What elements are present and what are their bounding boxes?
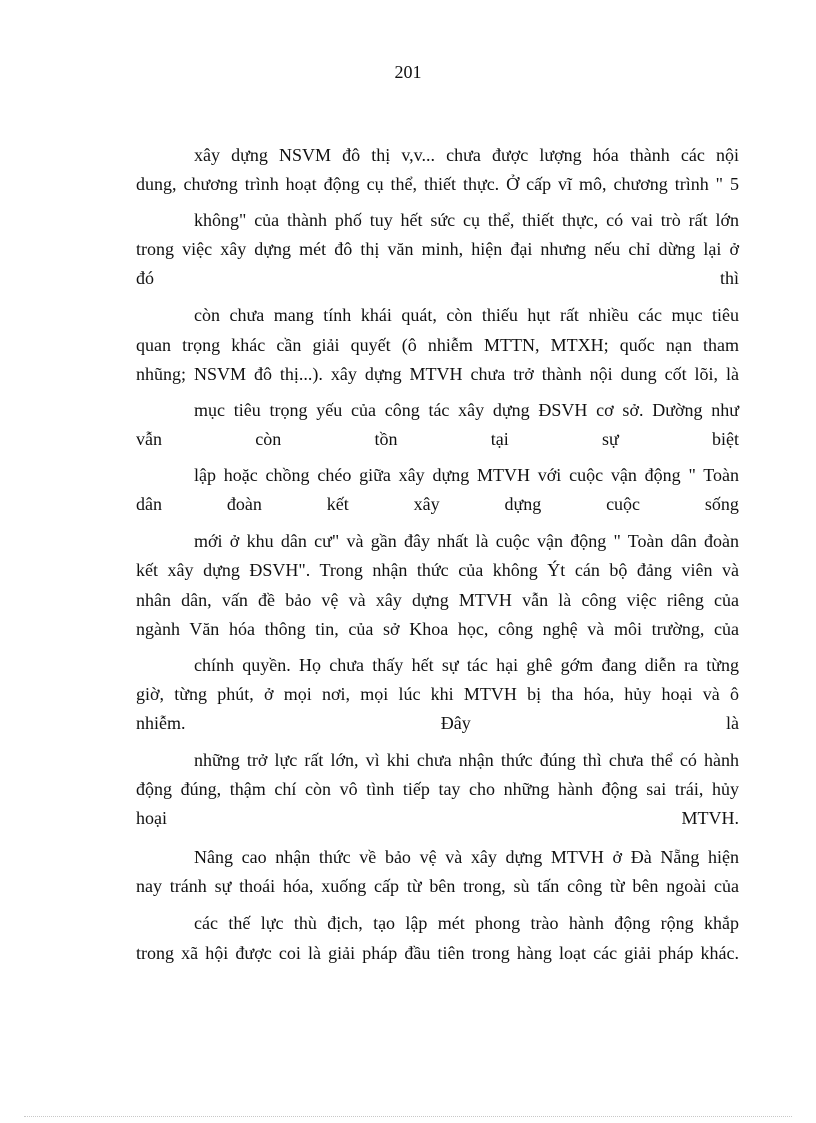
word: xây	[413, 494, 440, 514]
text-line: trong việc xây dựng mét đô thị văn minh, hiện đại nhưng nếu chỉ dừng lại ở	[136, 239, 739, 259]
text-line: các thế lực thù địch, tạo lập mét phong trào hành động rộng khắp	[194, 913, 739, 933]
text-line: động đúng, thậm chí còn vô tình tiếp tay cho những hành động sai trái, hủy	[136, 779, 739, 799]
word: biệt	[711, 429, 739, 449]
text-line: chính quyền. Họ chưa thấy hết sự tác hại ghê gớm đang diễn ra từng	[194, 655, 739, 675]
text-line: nhân dân, vấn đề bảo vệ và xây dựng MTVH vẫn là công việc riêng của	[136, 590, 739, 610]
text-line: đó	[136, 268, 154, 288]
text-line: trong xã hội được coi là giải pháp đầu tiên trong hàng loạt các giải pháp khác.	[136, 943, 739, 963]
page-number: 201	[394, 62, 422, 82]
word: tại	[490, 429, 509, 449]
word: vẫn	[136, 429, 162, 449]
text-line: nhũng; NSVM đô thị...). xây dựng MTVH chưa trở thành nội dung cốt lõi, là	[136, 364, 739, 384]
text-line: ngành Văn hóa thông tin, của sở Khoa học, công nghệ và môi trường, của	[136, 619, 739, 639]
word: hoại	[136, 808, 167, 828]
text-line: dung, chương trình hoạt động cụ thể, thiết thực. Ở cấp vĩ mô, chương trình " 5	[136, 174, 739, 194]
spread-line	[136, 493, 739, 515]
spread-line	[136, 712, 739, 734]
text-line: giờ, từng phút, ở mọi nơi, mọi lúc khi MTVH bị tha hóa, hủy hoại và ô	[136, 684, 739, 704]
text-line: mục tiêu trọng yếu của công tác xây dựng ĐSVH cơ sở. Dường như	[194, 400, 739, 420]
word: là	[726, 713, 739, 733]
text-line: những trở lực rất lớn, vì khi chưa nhận thức đúng thì chưa thể có hành	[194, 750, 739, 770]
text-line: kết xây dựng ĐSVH". Trong nhận thức của không Ýt cán bộ đảng viên và	[136, 560, 739, 580]
text-line: mới ở khu dân cư" và gần đây nhất là cuộc vận động " Toàn dân đoàn	[194, 531, 739, 551]
spread-line	[136, 807, 739, 829]
word: dựng	[504, 494, 542, 514]
word: dân	[136, 494, 162, 514]
text-line: quan trọng khác cần giải quyết (ô nhiễm MTTN, MTXH; quốc nạn tham	[136, 335, 739, 355]
word: đoàn	[226, 494, 262, 514]
word: sự	[601, 429, 619, 449]
word: tồn	[374, 429, 398, 449]
text-line: Nâng cao nhận thức về bảo vệ và xây dựng MTVH ở Đà Nẵng hiện	[194, 847, 739, 867]
text-line: xây dựng NSVM đô thị v,v... chưa được lượng hóa thành các nội	[194, 145, 739, 165]
spread-line	[136, 428, 739, 450]
text-line: nay tránh sự thoái hóa, xuống cấp từ bên trong, sù tấn công từ bên ngoài của	[136, 876, 739, 896]
text-line: thì	[719, 268, 739, 288]
word: cuộc	[606, 494, 641, 514]
word: MTVH.	[681, 808, 739, 828]
word: còn	[255, 429, 282, 449]
word: nhiễm.	[136, 713, 186, 733]
page-divider	[24, 1116, 792, 1117]
word: Đây	[440, 713, 471, 733]
text-line: lập hoặc chồng chéo giữa xây dựng MTVH với cuộc vận động " Toàn	[194, 465, 739, 485]
word: kết	[326, 494, 349, 514]
text-line: không" của thành phố tuy hết sức cụ thể, thiết thực, có vai trò rất lớn	[194, 210, 739, 230]
text-line: còn chưa mang tính khái quát, còn thiếu hụt rất nhiều các mục tiêu	[194, 305, 739, 325]
word: sống	[704, 494, 739, 514]
